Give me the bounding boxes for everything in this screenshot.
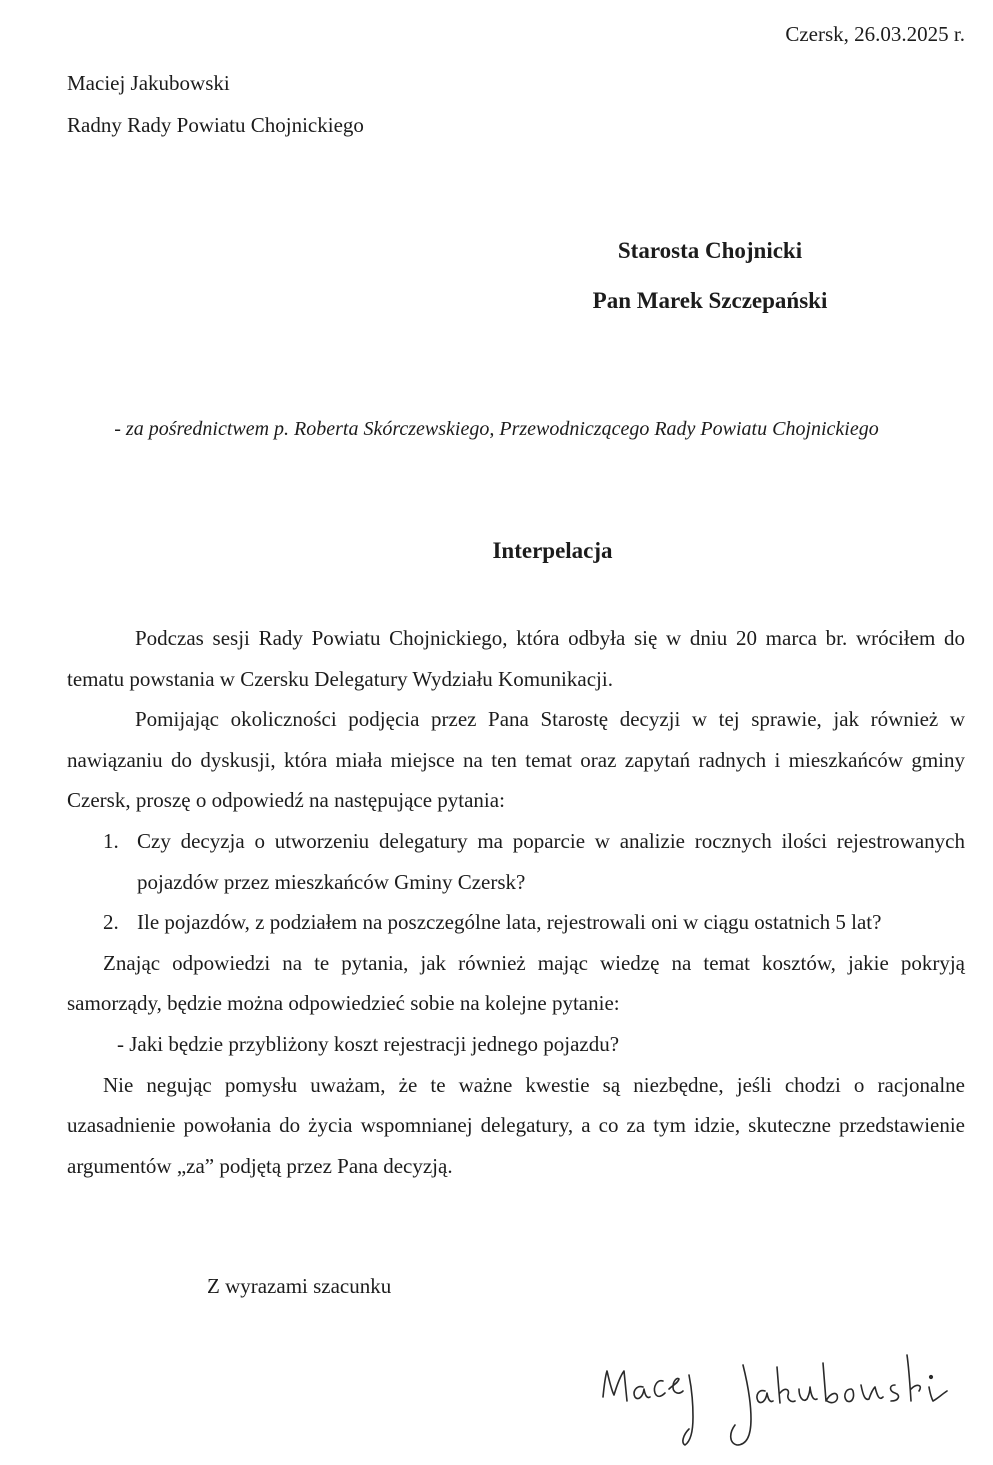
sender-name: Maciej Jakubowski [67, 71, 230, 95]
question-text: Ile pojazdów, z podziałem na poszczególne lata, rejestrowali oni w ciągu ostatnich 5 lat? [137, 910, 882, 935]
recipient-name: Pan Marek Szczepański [592, 288, 828, 313]
recipient-block [555, 226, 865, 326]
dash-question: - Jaki będzie przybliżony koszt rejestracji jednego pojazdu? [117, 1031, 620, 1056]
body-paragraph-1: Podczas sesji Rady Powiatu Chojnickiego, która odbyła się w dniu 20 marca br. wróciłem do tematu powstania w Czersku Delegatury Wydziału Komunikacji. [67, 626, 965, 691]
questions-list [67, 821, 965, 943]
body-paragraph-2: Pomijając okoliczności podjęcia przez Pana Starostę decyzji w tej sprawie, jak również w nawiązaniu do dyskusji, która miała miejsce na ten temat oraz zapytań radnych i mieszkańców gminy Czersk, proszę o odpowiedź na następujące pytania: [67, 707, 965, 813]
letter-body [67, 618, 965, 1186]
recipient-title: Starosta Chojnicki [617, 238, 803, 263]
via-line: - za pośrednictwem p. Roberta Skórczewskiego, Przewodniczącego Rady Powiatu Chojnickiego [114, 418, 879, 440]
question-number: 2. [103, 910, 119, 935]
list-item [67, 821, 965, 902]
question-text: Czy decyzja o utworzeniu delegatury ma poparcie w analizie rocznych ilości rejestrowanych pojazdów przez mieszkańców Gminy Czersk? [137, 828, 965, 894]
sender-role: Radny Rady Powiatu Chojnickiego [67, 113, 364, 137]
sender-block [67, 62, 364, 146]
closing-line: Z wyrazami szacunku [207, 1274, 392, 1298]
body-paragraph-3: Znając odpowiedzi na te pytania, jak również mając wiedzę na temat kosztów, jakie pokryją samorządy, będzie można odpowiedzieć sobie na kolejne pytanie: [67, 950, 965, 1016]
question-number: 1. [103, 828, 119, 853]
signature-drawing [595, 1345, 955, 1455]
document-title: Interpelacja [492, 538, 613, 563]
letter-date: Czersk, 26.03.2025 r. [785, 22, 965, 46]
body-paragraph-4: Nie negując pomysłu uważam, że te ważne kwestie są niezbędne, jeśli chodzi o racjonalne uzasadnienie powołania do życia wspomnianej delegatury, a co za tym idzie, skuteczne przedstawienie argumentów „za” podjętą przez Pana decyzją. [67, 1072, 965, 1178]
list-item [67, 902, 965, 943]
handwritten-signature [595, 1345, 955, 1455]
